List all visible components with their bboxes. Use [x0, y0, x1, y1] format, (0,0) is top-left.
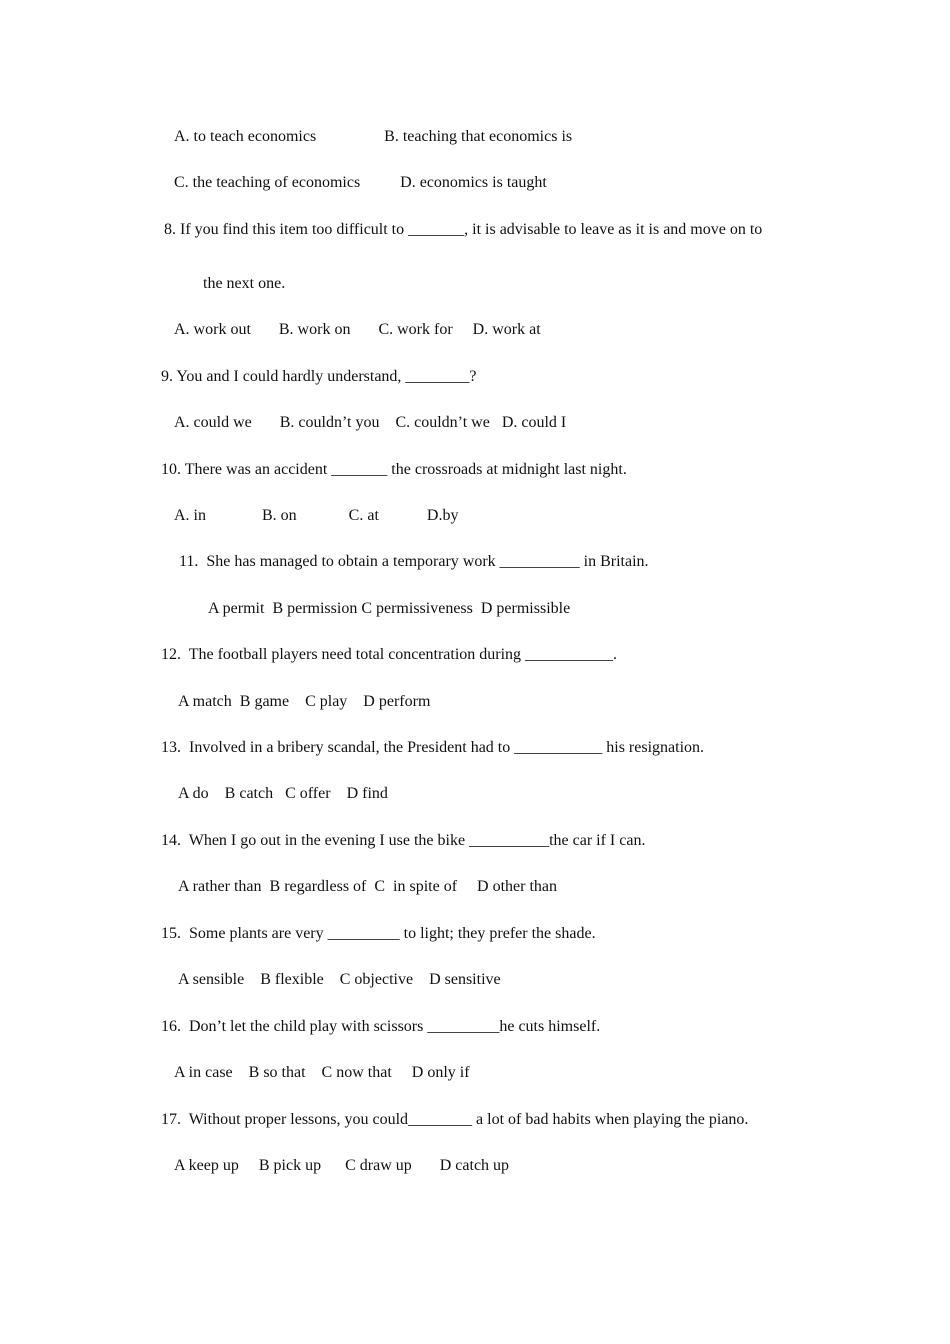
q15-stem: 15. Some plants are very _________ to light; they prefer the shade.: [161, 925, 596, 942]
q10-stem: 10. There was an accident _______ the crossroads at midnight last night.: [161, 461, 627, 478]
q17-options: A keep up B pick up C draw up D catch up: [174, 1157, 510, 1174]
q9-options: A. could we B. couldn’t you C. couldn’t we D. could I: [174, 414, 567, 431]
q11-options: A permit B permission C permissiveness D permissible: [208, 600, 571, 617]
q9-stem: 9. You and I could hardly understand, ________?: [161, 368, 477, 385]
q16-stem: 16. Don’t let the child play with scissors _________he cuts himself.: [161, 1018, 601, 1035]
q12-options: A match B game C play D perform: [178, 693, 431, 710]
q10-options: A. in B. on C. at D.by: [174, 507, 459, 524]
q7-options-cd: C. the teaching of economics D. economics is taught: [174, 174, 547, 191]
q15-options: A sensible B flexible C objective D sensitive: [178, 971, 501, 988]
q8-stem: 8. If you find this item too difficult to _______, it is advisable to leave as it is and move on to: [164, 221, 763, 238]
q7-options-ab: A. to teach economics B. teaching that economics is: [174, 128, 573, 145]
q14-stem: 14. When I go out in the evening I use the bike __________the car if I can.: [161, 832, 646, 849]
q16-options: A in case B so that C now that D only if: [174, 1064, 470, 1081]
q13-stem: 13. Involved in a bribery scandal, the President had to ___________ his resignation.: [161, 739, 705, 756]
q8-options: A. work out B. work on C. work for D. work at: [174, 321, 541, 338]
q12-stem: 12. The football players need total concentration during ___________.: [161, 646, 618, 663]
q17-stem: 17. Without proper lessons, you could________ a lot of bad habits when playing the piano.: [161, 1111, 749, 1128]
q8-stem-continuation: the next one.: [203, 275, 286, 292]
q14-options: A rather than B regardless of C in spite of D other than: [178, 878, 558, 895]
q13-options: A do B catch C offer D find: [178, 785, 388, 802]
q11-stem: 11. She has managed to obtain a temporary work __________ in Britain.: [179, 553, 649, 570]
